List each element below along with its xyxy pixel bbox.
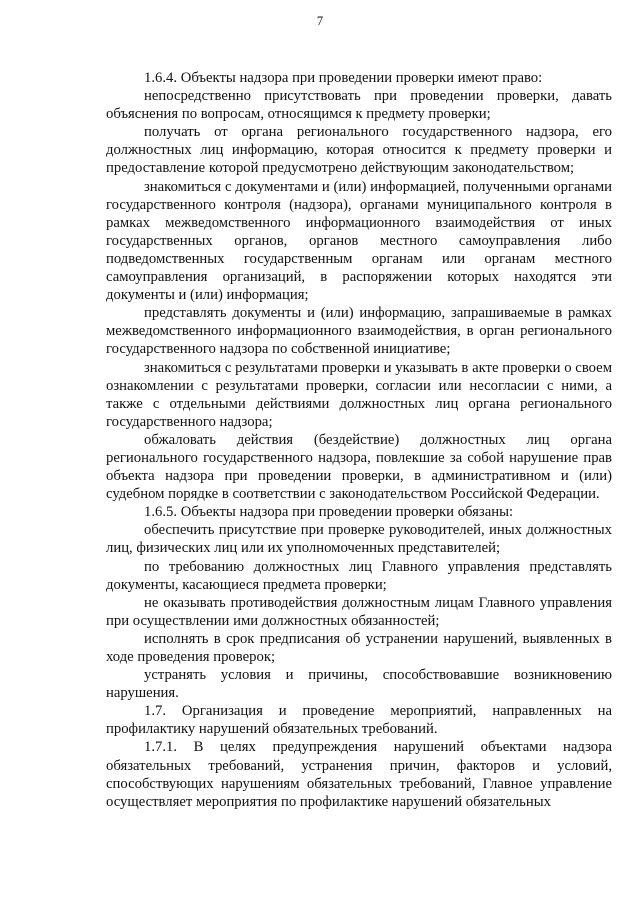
paragraph-duty-presence: обеспечить присутствие при проверке руководителей, иных должностных лиц, физических лиц или их уполномоченных представителей; bbox=[106, 522, 612, 557]
paragraph-1-6-5-heading: 1.6.5. Объекты надзора при проведении проверки обязаны: bbox=[144, 504, 514, 521]
paragraph-right-attend: непосредственно присутствовать при проведении проверки, давать объяснения по вопросам, относящимся к предмету проверки; bbox=[106, 88, 612, 123]
paragraph-right-appeal: обжаловать действия (бездействие) должностных лиц органа регионального государственного надзора, повлекшие за собой нарушение прав объекта надзора при проведении проверки, в административном и (или) судебном порядке в соответствии с законодательством Российской Федерации. bbox=[106, 431, 612, 503]
page-number: 7 bbox=[316, 14, 324, 28]
paragraph-right-submit-documents: представлять документы и (или) информацию, запрашиваемые в рамках межведомственного информационного взаимодействия, в орган регионального государственного надзора по собственной инициативе; bbox=[106, 305, 612, 358]
paragraph-duty-eliminate-causes: устранять условия и причины, способствовавшие возникновению нарушения. bbox=[106, 667, 612, 702]
paragraph-right-review-documents: знакомиться с документами и (или) информацией, полученными органами государственного контроля (надзора), органами муниципального контроля в рамках межведомственного информационного взаимодействия от иных государственных органов, органов местного самоуправления либо подведомственных государственным органам или органам местного самоуправления организаций, в распоряжении которых находятся эти документы и (или) информация; bbox=[106, 178, 612, 304]
document-body bbox=[106, 69, 612, 811]
paragraph-1-6-4-heading: 1.6.4. Объекты надзора при проведении проверки имеют право: bbox=[144, 70, 543, 86]
paragraph-1-7-1: 1.7.1. В целях предупреждения нарушений объектами надзора обязательных требований, устранения причин, факторов и условий, способствующих нарушениям обязательных требований, Главное управление осуществляет мероприятия по профилактике нарушений обязательных bbox=[106, 739, 612, 810]
paragraph-right-review-results: знакомиться с результатами проверки и указывать в акте проверки о своем ознакомлении с результатами проверки, согласии или несогласии с ними, а также с отдельными действиями должностных лиц органа регионального государственного надзора; bbox=[106, 359, 612, 430]
paragraph-duty-no-obstruction: не оказывать противодействия должностным лицам Главного управления при осуществлении ими должностных обязанностей; bbox=[106, 594, 612, 629]
paragraph-duty-execute-orders: исполнять в срок предписания об устранении нарушений, выявленных в ходе проведения проверок; bbox=[106, 630, 612, 665]
paragraph-right-receive-info: получать от органа регионального государственного надзора, его должностных лиц информацию, которая относится к предмету проверки и предоставление которой предусмотрено действующим законодательством; bbox=[106, 124, 612, 177]
paragraph-duty-provide-documents: по требованию должностных лиц Главного управления представлять документы, касающиеся предмета проверки; bbox=[106, 558, 612, 593]
paragraph-1-7-heading: 1.7. Организация и проведение мероприятий, направленных на профилактику нарушений обязательных требований. bbox=[106, 703, 612, 738]
